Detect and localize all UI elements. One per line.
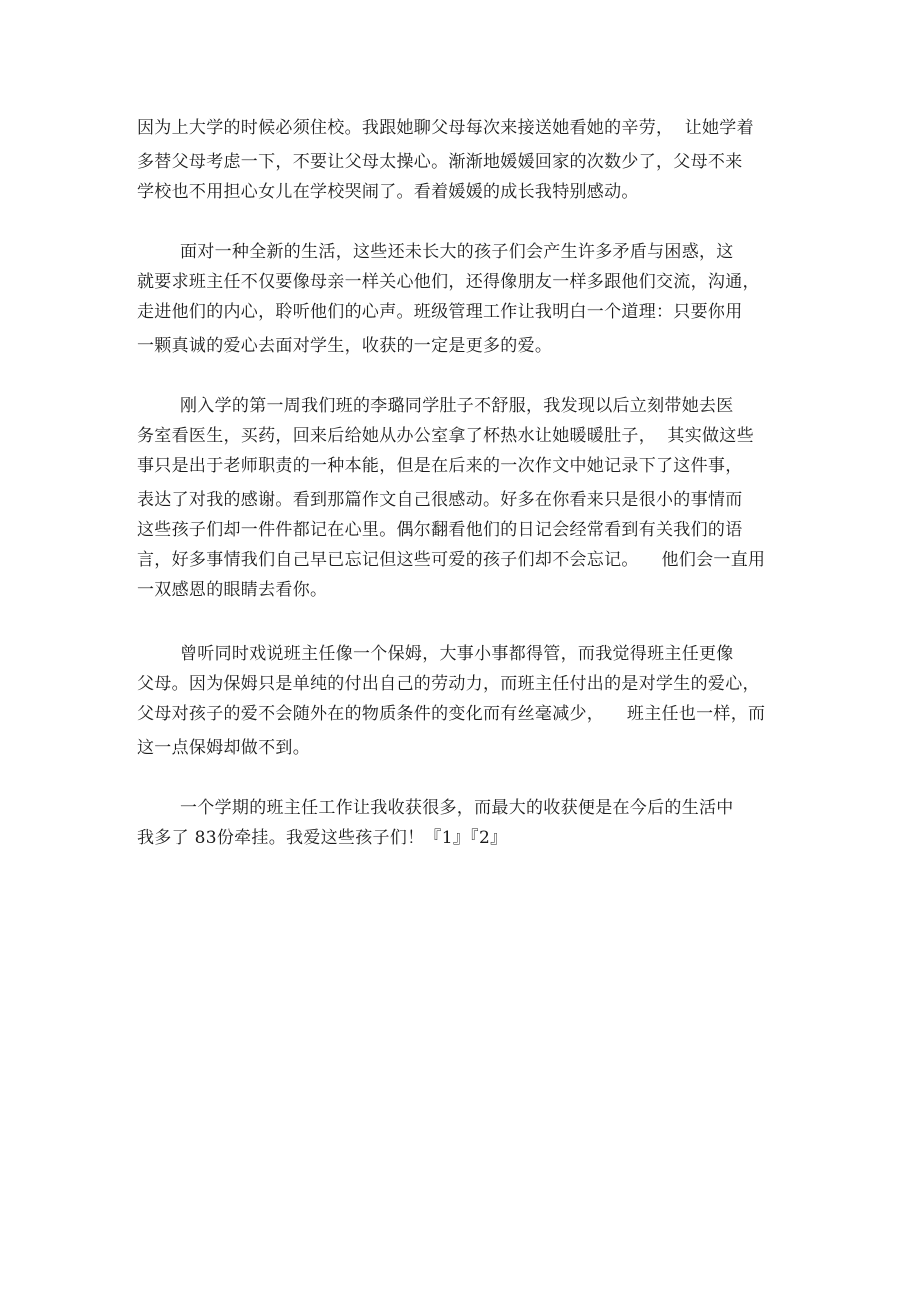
paragraph-3-line-6: 言，好多事情我们自己早已忘记但这些可爱的孩子们却不会忘记。 他们会一直用 — [137, 550, 766, 570]
paragraph-3-line-5: 这些孩子们却一件件都记在心里。偶尔翻看他们的日记会经常看到有关我们的语 — [137, 520, 743, 540]
paragraph-1-line-3: 学校也不用担心女儿在学校哭闹了。看着媛媛的成长我特别感动。 — [137, 182, 639, 202]
paragraph-1-line-2: 多替父母考虑一下，不要让父母太操心。渐渐地媛媛回家的次数少了，父母不来 — [137, 152, 743, 172]
paragraph-5-line-2: 我多了 83份牵挂。我爱这些孩子们！『1』『2』 — [137, 828, 508, 848]
paragraph-3-line-1: 刚入学的第一周我们班的李璐同学肚子不舒服，我发现以后立刻带她去医 — [180, 396, 734, 416]
paragraph-3-line-3: 事只是出于老师职责的一种本能，但是在后来的一次作文中她记录下了这件事， — [137, 456, 743, 476]
paragraph-3-line-7: 一双感恩的眼睛去看你。 — [137, 580, 328, 600]
paragraph-3-line-4: 表达了对我的感谢。看到那篇作文自己很感动。好多在你看来只是很小的事情而 — [137, 490, 743, 510]
paragraph-4-line-1: 曾听同时戏说班主任像一个保姆，大事小事都得管，而我觉得班主任更像 — [180, 644, 734, 664]
paragraph-2-line-3: 走进他们的内心，聆听他们的心声。班级管理工作让我明白一个道理：只要你用 — [137, 302, 743, 322]
paragraph-3-line-2: 务室看医生，买药，回来后给她从办公室拿了杯热水让她暖暖肚子， 其实做这些 — [137, 426, 754, 446]
paragraph-4-line-2: 父母。因为保姆只是单纯的付出自己的劳动力，而班主任付出的是对学生的爱心， — [137, 674, 760, 694]
paragraph-2-line-1: 面对一种全新的生活，这些还未长大的孩子们会产生许多矛盾与困惑，这 — [180, 242, 734, 262]
paragraph-2-line-4: 一颗真诚的爱心去面对学生，收获的一定是更多的爱。 — [137, 336, 553, 356]
paragraph-2-line-2: 就要求班主任不仅要像母亲一样关心他们，还得像朋友一样多跟他们交流，沟通， — [137, 272, 760, 292]
paragraph-5-line-1: 一个学期的班主任工作让我收获很多，而最大的收获便是在今后的生活中 — [180, 798, 734, 818]
paragraph-1-line-1: 因为上大学的时候必须住校。我跟她聊父母每次来接送她看她的辛劳， 让她学着 — [137, 118, 754, 138]
paragraph-4-line-4: 这一点保姆却做不到。 — [137, 738, 310, 758]
paragraph-4-line-3: 父母对孩子的爱不会随外在的物质条件的变化而有丝毫减少， 班主任也一样，而 — [137, 704, 766, 724]
